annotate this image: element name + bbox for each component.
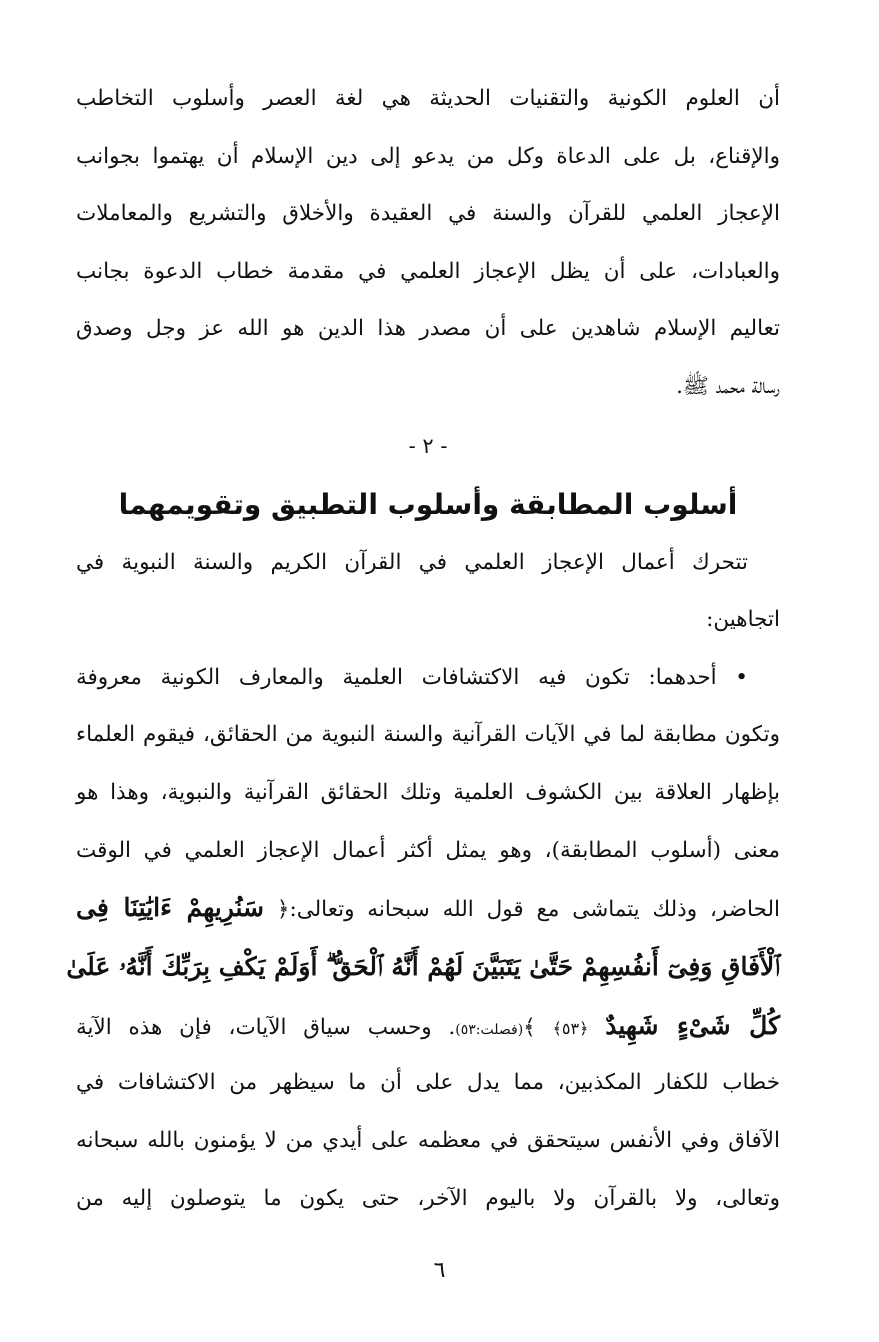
text-line: تعاليم الإسلام شاهدين على أن مصدر هذا الدين هو الله عز وجل وصدق xyxy=(76,316,780,342)
quran-verse-part: سَنُرِيهِمْ ءَايَٰتِنَا فِى xyxy=(76,893,264,923)
text-line: وتعالى، ولا بالقرآن ولا باليوم الآخر، حتى يكون ما يتوصلون إليه من xyxy=(76,1185,780,1211)
text-line: اتجاهين: xyxy=(706,607,780,633)
verse-lead-text: الحاضر، وذلك يتماشى مع قول الله سبحانه وتعالى:﴿ xyxy=(276,897,781,923)
text-line: • أحدهما: تكون فيه الاكتشافات العلمية والمعارف الكونية معروفة xyxy=(76,664,748,690)
text-line: رسالة محمد ﷺ. xyxy=(676,373,780,399)
verse-close-bracket: ﴾ xyxy=(523,1014,536,1040)
verse-citation: (فصلت:٥٣) xyxy=(455,1021,524,1038)
text-line: الإعجاز العلمي للقرآن والسنة في العقيدة والأخلاق والتشريع والمعاملات xyxy=(76,201,780,227)
text-line-with-verse xyxy=(76,997,780,1055)
quran-verse-line: ٱلْأَفَاقِ وَفِىٓ أَنفُسِهِمْ حَتَّىٰ يَتَبَيَّنَ لَهُمْ أَنَّهُ ٱلْحَقُّ ۗ أَوَلَمْ يَكْفِ بِرَبِّكَ أَنَّهُۥ عَلَىٰ xyxy=(66,951,780,981)
text-line: وتكون مطابقة لما في الآيات القرآنية والسنة النبوية من الحقائق، فيقوم العلماء xyxy=(76,722,780,748)
page-number: ٦ xyxy=(433,1258,446,1283)
text-line: أن العلوم الكونية والتقنيات الحديثة هي لغة العصر وأسلوب التخاطب xyxy=(76,86,780,111)
text-line: والإقناع، بل على الدعاة وكل من يدعو إلى دين الإسلام أن يهتموا بجوانب xyxy=(76,143,780,169)
text-line: معنى (أسلوب المطابقة)، وهو يمثل أكثر أعمال الإعجاز العلمي في الوقت xyxy=(76,837,780,863)
text-line: الآفاق وفي الأنفس سيتحقق في معظمه على أيدي من لا يؤمنون بالله سبحانه xyxy=(76,1127,780,1153)
text-line: خطاب للكفار المكذبين، مما يدل على أن ما سيظهر من الاكتشافات في xyxy=(76,1070,780,1096)
section-number: - ٢ - xyxy=(408,433,448,458)
verse-tail-text: . وحسب سياق الآيات، فإن هذه الآية xyxy=(76,1014,456,1040)
text-line: والعبادات، على أن يظل الإعجاز العلمي في مقدمة خطاب الدعوة بجانب xyxy=(76,258,780,284)
text-line: تتحرك أعمال الإعجاز العلمي في القرآن الكريم والسنة النبوية في xyxy=(76,549,748,575)
text-line: بإظهار العلاقة بين الكشوف العلمية وتلك الحقائق القرآنية والنبوية، وهذا هو xyxy=(76,779,780,805)
page-body xyxy=(66,70,781,1227)
verse-number-marker: ﴿٥٣﴾ xyxy=(552,1018,589,1038)
text-line-with-verse xyxy=(76,879,780,937)
paragraph-intro xyxy=(76,70,780,416)
quran-verse-part: كُلِّ شَىْءٍ شَهِيدٌ xyxy=(605,1010,781,1040)
section-title: أسلوب المطابقة وأسلوب التطبيق وتقويمهما xyxy=(118,487,738,521)
paragraph-directions xyxy=(76,534,780,649)
paragraph-first-direction xyxy=(66,649,781,1227)
